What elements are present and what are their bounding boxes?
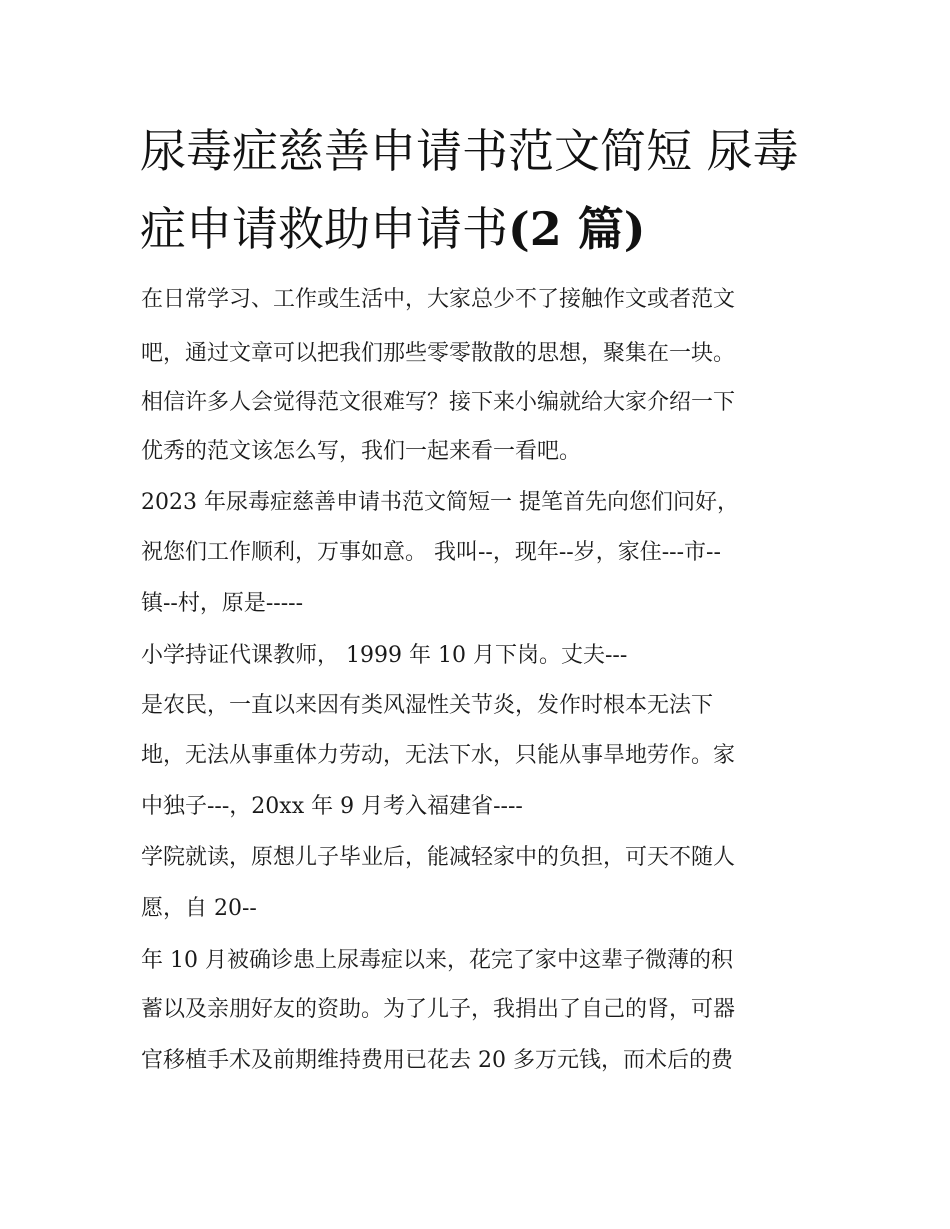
body-line: 祝您们工作顺利，万事如意。 我叫--，现年--岁，家住---市-- — [141, 540, 721, 565]
body-line: 愿，自 20-- — [141, 896, 257, 921]
body-line: 镇--村，原是----- — [141, 591, 304, 616]
body-line: 在日常学习、工作或生活中，大家总少不了接触作文或者范文 — [141, 287, 736, 312]
body-line: 学院就读，原想儿子毕业后，能减轻家中的负担，可天不随人 — [141, 845, 736, 870]
title-text: 尿毒症慈善申请书范文简短 尿毒症申请救助申请书 — [140, 124, 799, 256]
body-line: 中独子---，20xx 年 9 月考入福建省---- — [141, 794, 523, 819]
body-line: 优秀的范文该怎么写，我们一起来看一看吧。 — [141, 439, 582, 464]
title-count: (2 篇) — [508, 202, 646, 256]
body-line: 年 10 月被确诊患上尿毒症以来，花完了家中这辈子微薄的积 — [141, 948, 733, 973]
body-line: 相信许多人会觉得范文很难写？接下来小编就给大家介绍一下 — [141, 390, 736, 415]
document-title — [140, 112, 820, 268]
body-line: 吧，通过文章可以把我们那些零零散散的思想，聚集在一块。 — [141, 341, 736, 366]
body-line: 蓄以及亲朋好友的资助。为了儿子，我捐出了自己的肾，可器 — [141, 997, 736, 1022]
body-line: 2023 年尿毒症慈善申请书范文简短一 提笔首先向您们问好， — [141, 490, 739, 515]
body-line: 小学持证代课教师， 1999 年 10 月下岗。丈夫--- — [141, 643, 628, 668]
body-line: 官移植手术及前期维持费用已花去 20 多万元钱，而术后的费 — [141, 1048, 733, 1073]
body-line: 是农民，一直以来因有类风湿性关节炎，发作时根本无法下 — [141, 693, 714, 718]
body-line: 地，无法从事重体力劳动，无法下水，只能从事旱地劳作。家 — [141, 743, 736, 768]
